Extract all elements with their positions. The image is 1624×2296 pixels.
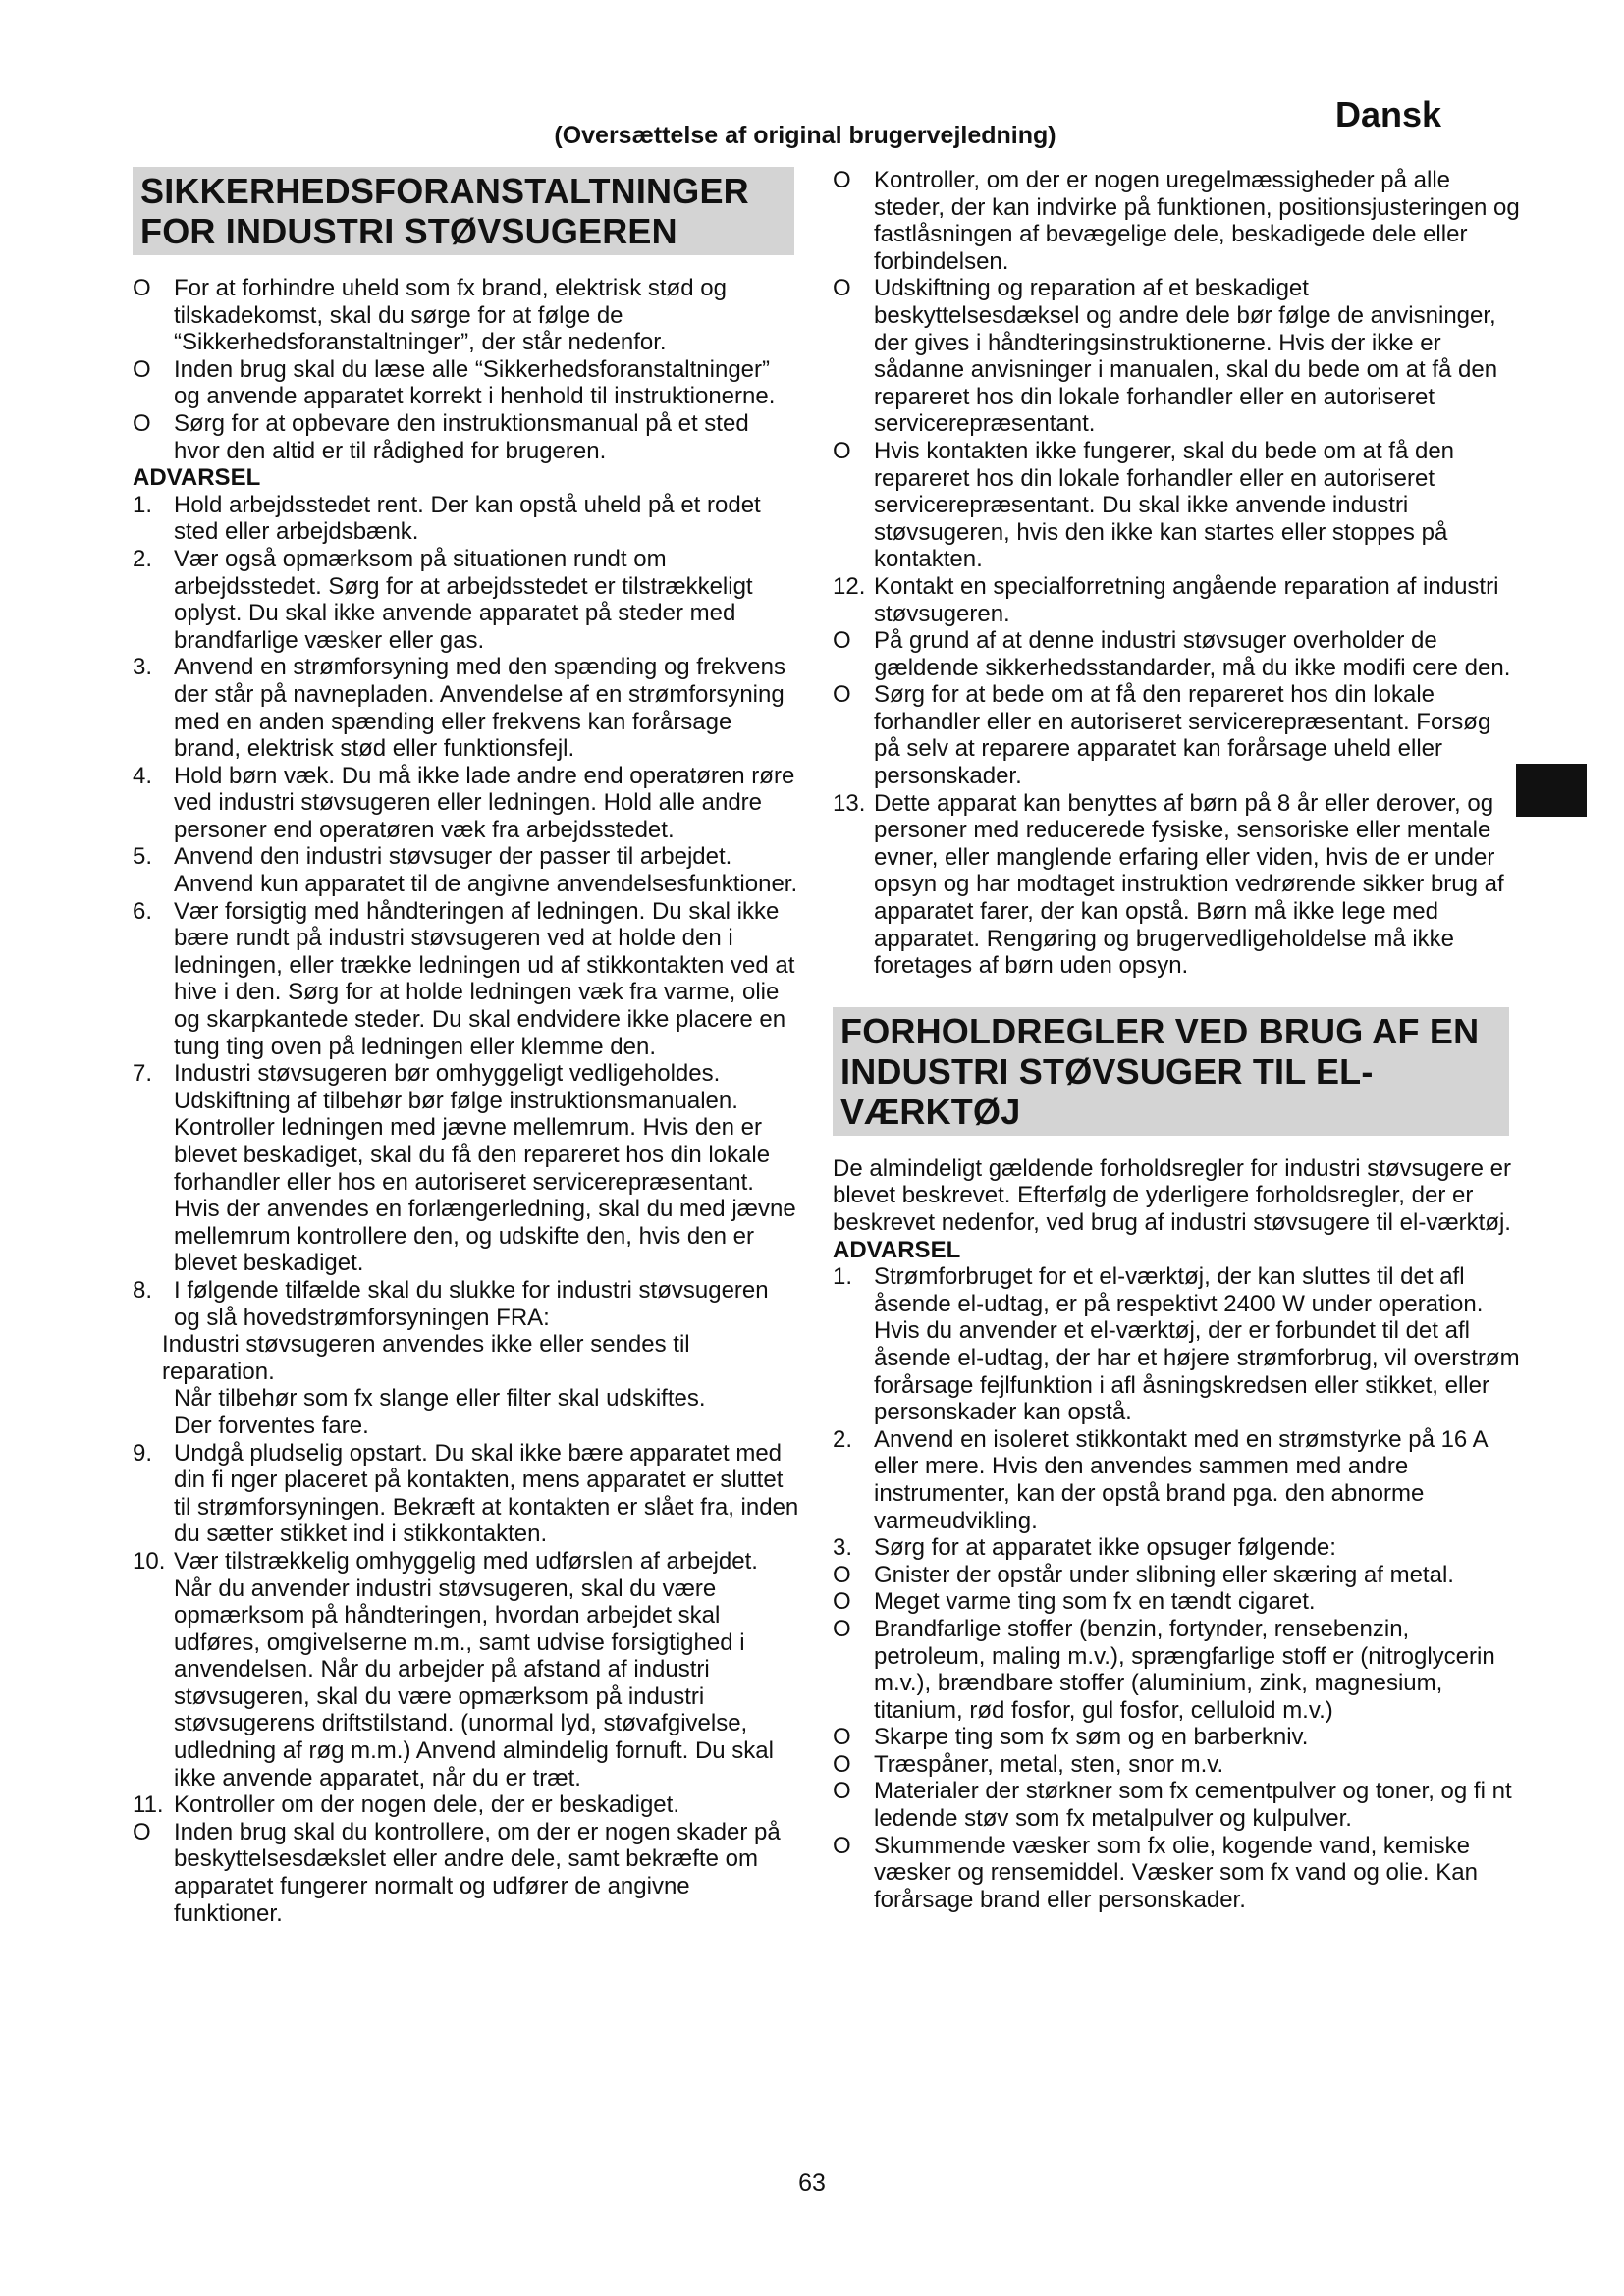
bullet-circle-icon: O (133, 355, 151, 383)
right-column (833, 167, 1520, 1913)
item-text: Træspåner, metal, sten, snor m.v. (874, 1750, 1224, 1778)
item-text: I følgende tilfælde skal du slukke for industri støvsugeren og slå hovedstrømforsyningen FRA: (174, 1276, 769, 1331)
item-number: 2. (833, 1425, 853, 1453)
item-text: Skarpe ting som fx søm og en barberkniv. (874, 1724, 1309, 1751)
item-text: Anvend en strømforsyning med den spænding og frekvens der står på navnepladen. Anvendelse af en strømforsyning med en anden spænding eller frekvens kan forårsage brand, elektrisk stød eller funktionsfejl. (174, 654, 786, 763)
list-item (133, 1819, 800, 1927)
bullet-circle-icon: O (833, 167, 851, 193)
item-text: Skummende væsker som fx olie, kogende vand, kemiske væsker og rensemiddel. Væsker som fx vand og olie. Kan forårsage brand eller personskader. (874, 1832, 1478, 1913)
item-text: Materialer der størkner som fx cementpulver og toner, og fi nt ledende støv som fx metalpulver og kulpulver. (874, 1778, 1512, 1833)
list-item (133, 492, 800, 546)
list-item (133, 1277, 800, 1331)
list-item (833, 1616, 1520, 1724)
warning-label: ADVARSEL (133, 464, 261, 492)
item-number: 9. (133, 1439, 153, 1467)
list-item (833, 275, 1520, 438)
item-text: Hvis kontakten ikke fungerer, skal du bede om at få den repareret hos din lokale forhandler eller en autoriseret servicerepræsentant. Du skal ikke anvende industri støvsugeren, hvis den ikke kan startes eller stoppes på kontakten. (874, 437, 1455, 573)
item-number: 3. (833, 1534, 853, 1562)
item-text: Vær forsigtig med håndteringen af ledningen. Du skal ikke bære rundt på industri støvsugeren ved at holde den i ledningen, eller trække ledningen ud af stikkontakten ved at hive i den. Sørg for at holde ledningen væk fra varme, olie og skarpkantede steder. Du skal endvidere ikke placere en tung ting oven på ledningen eller klemme den. (174, 897, 795, 1060)
bullet-circle-icon: O (133, 409, 151, 437)
list-item (133, 356, 800, 410)
bullet-circle-icon: O (833, 1615, 851, 1642)
list-item (133, 654, 800, 762)
item-text: For at forhindre uheld som fx brand, elektrisk stød og tilskadekomst, skal du sørge for at følge de “Sikkerhedsforanstaltninger”, der står nedenfor. (174, 275, 727, 356)
item-text: Anvend den industri støvsuger der passer til arbejdet. Anvend kun apparatet til de angivne anvendelsesfunktioner. (174, 843, 798, 898)
list-item (133, 1440, 800, 1548)
item-text: Industri støvsugeren bør omhyggeligt vedligeholdes. Udskiftning af tilbehør bør følge instruktionsmanualen. Kontroller ledningen med jævne mellemrum. Hvis den er blevet beskadiget, skal du få den repareret hos din lokale forhandler eller hos en autoriseret servicerepræsentant. Hvis der anvendes en forlængerledning, skal du med jævne mellemrum kontrollere den, og udskifte den, hvis den er blevet beskadiget. (174, 1060, 796, 1277)
item-text: Inden brug skal du kontrollere, om der er nogen skader på beskyttelsesdækslet eller andre dele, samt bekræfte om apparatet fungerer normalt og udfører de angivne funktioner. (174, 1818, 781, 1927)
item-number: 8. (133, 1276, 153, 1304)
sub-item: Når tilbehør som fx slange eller filter skal udskiftes. (174, 1385, 706, 1413)
item-text: Anvend en isoleret stikkontakt med en strømstyrke på 16 A eller mere. Hvis den anvendes sammen med andre instrumenter, kan der opstå brand pga. den abnorme varmeudvikling. (874, 1425, 1488, 1534)
item-text: Meget varme ting som fx en tændt cigaret. (874, 1588, 1316, 1616)
bullet-circle-icon: O (833, 681, 851, 709)
item-text: Sørg for at bede om at få den repareret hos din lokale forhandler eller en autoriseret servicerepræsentant. Forsøg på selv at reparere apparatet kan forårsage uheld eller personskader. (874, 681, 1491, 790)
language-tab-marker (1516, 764, 1587, 817)
item-text: Inden brug skal du læse alle “Sikkerhedsforanstaltninger” og anvende apparatet korrekt i henhold til instruktionerne. (174, 355, 776, 410)
item-number: 5. (133, 843, 153, 871)
list-item (833, 1263, 1520, 1426)
item-number: 13. (833, 789, 866, 817)
item-text: Brandfarlige stoffer (benzin, fortynder, rensebenzin, petroleum, maling m.v.), sprængfarlige stoff er (nitroglycerin m.v.), brændbare stoffer (aluminium, zink, magnesium, titanium, rød fosfor, gul fosfor, celluloid m.v.) (874, 1615, 1495, 1724)
bullet-circle-icon: O (833, 627, 851, 655)
list-item (133, 546, 800, 654)
item-text: Vær også opmærksom på situationen rundt om arbejdsstedet. Sørg for at arbejdsstedet er tilstrækkeligt oplyst. Du skal ikke anvende apparatet på steder med brandfarlige væsker eller gas. (174, 545, 753, 654)
list-item (833, 1724, 1520, 1751)
item-text: Gnister der opstår under slibning eller skæring af metal. (874, 1561, 1454, 1588)
item-number: 12. (833, 572, 866, 600)
list-item (133, 843, 800, 897)
list-item (133, 275, 800, 356)
item-number: 7. (133, 1060, 153, 1088)
item-number: 11. (133, 1791, 164, 1819)
list-item (833, 1426, 1520, 1534)
section-heading-power-tools: FORHOLDREGLER VED BRUG AF EN INDUSTRI STØVSUGER TIL EL-VÆRKTØJ (833, 1007, 1509, 1136)
warning-label: ADVARSEL (833, 1236, 961, 1263)
bullet-circle-icon: O (833, 437, 851, 464)
item-number: 2. (133, 545, 153, 572)
item-text: Kontroller, om der er nogen uregelmæssigheder på alle steder, der kan indvirke på funktionen, positionsjusteringen og fastlåsningen af bevægelige dele, beskadigede dele eller forbindelsen. (874, 167, 1520, 275)
list-item (833, 573, 1520, 627)
item-text: Strømforbruget for et el-værktøj, der kan sluttes til det afl åsende el-udtag, er på respektivt 2400 W under operation. Hvis du anvender et el-værktøj, der er forbundet til det afl åsende el-udtag, der har et højere strømforbrug, vil overstrøm forårsage fejlfunktion i afl åsningskredsen eller stikket, eller personskader kan opstå. (874, 1263, 1520, 1426)
bullet-circle-icon: O (133, 1818, 151, 1845)
item-text: Sørg for at opbevare den instruktionsmanual på et sted hvor den altid er til rådighed for brugeren. (174, 409, 749, 464)
list-item (133, 1060, 800, 1277)
list-item (133, 898, 800, 1061)
item-text: Undgå pludselig opstart. Du skal ikke bære apparatet med din fi nger placeret på kontakten, mens apparatet er sluttet til strømforsyningen. Bekræft at kontakten er slået fra, inden du sætter stikket ind i stikkontakten. (174, 1439, 799, 1548)
list-item (833, 1833, 1520, 1914)
item-text: Hold børn væk. Du må ikke lade andre end operatøren røre ved industri støvsugeren eller ledningen. Hold alle andre personer end operatøren væk fra arbejdsstedet. (174, 762, 795, 843)
bullet-circle-icon: O (833, 1832, 851, 1859)
item-number: 1. (833, 1263, 853, 1291)
list-item (833, 1562, 1520, 1589)
bullet-circle-icon: O (833, 1724, 851, 1751)
list-item (833, 438, 1520, 573)
item-text: På grund af at denne industri støvsuger overholder de gældende sikkerhedsstandarder, må du ikke modifi cere den. (874, 627, 1511, 681)
list-item (833, 1588, 1520, 1616)
list-item (133, 763, 800, 844)
bullet-circle-icon: O (833, 1561, 851, 1588)
page-number: 63 (798, 2169, 826, 2197)
bullet-circle-icon: O (833, 1588, 851, 1616)
bullet-circle-icon: O (133, 275, 151, 301)
left-column (133, 167, 800, 1927)
list-item (133, 1548, 800, 1791)
bullet-circle-icon: O (833, 1778, 851, 1805)
item-number: 3. (133, 654, 153, 681)
item-text: Kontakt en specialforretning angående reparation af industri støvsugeren. (874, 572, 1499, 627)
sub-item: Der forventes fare. (174, 1412, 369, 1439)
item-number: 1. (133, 491, 153, 518)
item-text: Udskiftning og reparation af et beskadiget beskyttelsesdæksel og andre dele bør følge de anvisninger, der gives i håndteringsinstruktionerne. Hvis der ikke er sådanne anvisninger i manualen, skal du bede om at få den repareret hos din lokale forhandler eller en autoriseret servicerepræsentant. (874, 275, 1498, 438)
section-heading-safety: SIKKERHEDSFORANSTALTNINGER FOR INDUSTRI STØVSUGEREN (133, 167, 794, 255)
list-item (833, 790, 1520, 980)
page-subtitle: (Oversættelse af original brugervejledning) (554, 122, 1056, 149)
language-label: Dansk (1335, 94, 1442, 134)
bullet-circle-icon: O (833, 275, 851, 302)
item-text: Sørg for at apparatet ikke opsuger følgende: (874, 1534, 1336, 1562)
list-item (133, 410, 800, 464)
list-item (833, 681, 1520, 789)
item-number: 4. (133, 762, 153, 789)
list-item (833, 1751, 1520, 1779)
list-item (833, 167, 1520, 275)
item-text: Vær tilstrækkelig omhyggelig med udførslen af arbejdet. Når du anvender industri støvsugeren, skal du være opmærksom på håndteringen, hvordan arbejdet skal udføres, omgivelserne m.m., samt udvise forsigtighed i anvendelsen. Når du arbejder på afstand af industri støvsugeren, skal du være opmærksom på industri støvsugerens driftstilstand. (unormal lyd, støvafgivelse, udledning af røg m.m.) Anvend almindelig fornuft. Du skal ikke anvende apparatet, når du er træt. (174, 1547, 774, 1791)
item-text: Dette apparat kan benyttes af børn på 8 år eller derover, og personer med reducerede fysiske, sensoriske eller mentale evner, eller manglende erfaring eller viden, hvis de er under opsyn og har modtaget instruktion vedrørende sikker brug af apparatet farer, der kan opstå. Børn må ikke lege med apparatet. Rengøring og brugervedligeholdelse må ikke foretages af børn uden opsyn. (874, 789, 1504, 980)
item-number: 6. (133, 897, 153, 925)
list-item (833, 627, 1520, 681)
item-number: 10. (133, 1547, 166, 1575)
intro-paragraph: De almindeligt gældende forholdsregler for industri støvsugere er blevet beskrevet. Efterfølg de yderligere forholdsregler, der er beskrevet nedenfor, ved brug af industri støvsugere til el-værktøj. (833, 1154, 1512, 1236)
item-text: Kontroller om der nogen dele, der er beskadiget. (174, 1791, 679, 1819)
item-text: Hold arbejdsstedet rent. Der kan opstå uheld på et rodet sted eller arbejdsbænk. (174, 491, 761, 546)
list-item (833, 1778, 1520, 1832)
list-item (133, 1791, 800, 1819)
sub-item: Industri støvsugeren anvendes ikke eller sendes til reparation. (162, 1331, 690, 1385)
list-item (833, 1534, 1520, 1562)
bullet-circle-icon: O (833, 1750, 851, 1778)
